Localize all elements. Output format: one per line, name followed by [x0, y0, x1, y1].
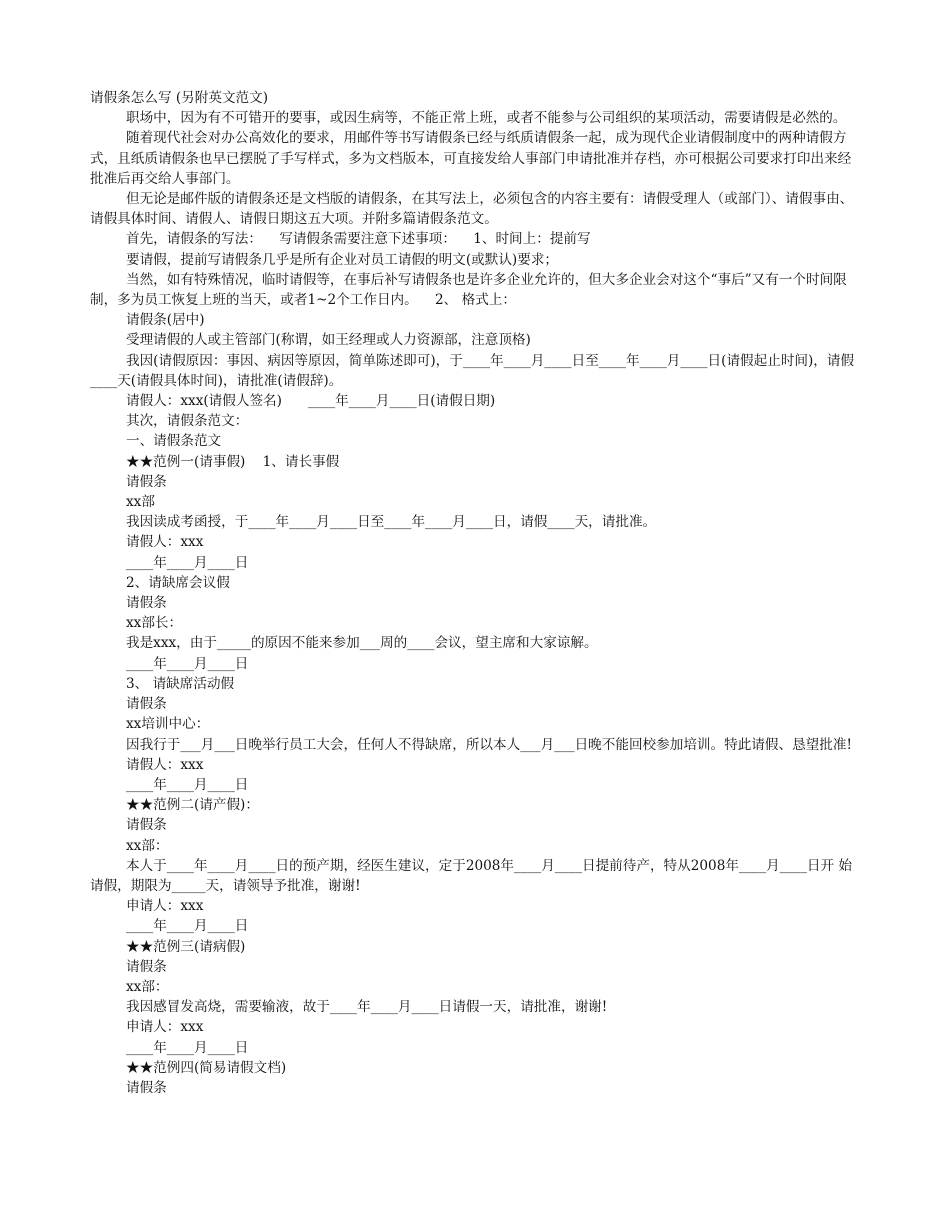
- note-date: ____年____月____日: [126, 1039, 249, 1056]
- note-title: 请假条: [126, 817, 167, 834]
- note-recipient: xx部：: [126, 978, 169, 995]
- note-body: 我是xxx，由于_____的原因不能来参加___周的____会议，望主席和大家谅解。: [126, 635, 598, 652]
- format-heading: 请假条(居中): [126, 312, 205, 329]
- section-heading: 其次，请假条范文：: [126, 413, 249, 430]
- paragraph: 当然，如有特殊情况，临时请假等，在事后补写请假条也是许多企业允许的，但大多企业会对这个“事后”又有一个时间限制，多为员工恢复上班的当天，或者1~2个工作日内。 2、 格式上：: [90, 271, 847, 309]
- note-body: 我因读成考函授，于____年____月____日至____年____月____日，请假____天，请批准。: [126, 514, 657, 531]
- note-title: 请假条: [126, 958, 167, 975]
- note-recipient: xx部: [126, 494, 155, 511]
- note-recipient: xx部：: [126, 837, 169, 854]
- note-title: 请假条: [126, 473, 167, 490]
- paragraph: 受理请假的人或主管部门(称谓，如王经理或人力资源部，注意顶格): [126, 332, 531, 349]
- note-title: 请假条: [126, 1079, 167, 1096]
- note-date: ____年____月____日: [126, 918, 249, 935]
- paragraph: 要请假，提前写请假条几乎是所有企业对员工请假的明文(或默认)要求；: [126, 251, 559, 268]
- example-heading: ★★范例三(请病假): [126, 938, 246, 955]
- example-heading: ★★范例四(简易请假文档): [126, 1059, 287, 1076]
- note-signature: 申请人：xxx: [126, 898, 204, 915]
- note-title: 请假条: [126, 595, 167, 612]
- document-title: 请假条怎么写 (另附英文范文): [90, 90, 269, 106]
- note-signature: 申请人：xxx: [126, 1019, 204, 1036]
- note-date: ____年____月____日: [126, 554, 249, 571]
- note-recipient: xx部长：: [126, 615, 183, 632]
- example-heading: ★★范例二(请产假)：: [126, 797, 259, 814]
- note-title: 请假条: [126, 696, 167, 713]
- note-body: 我因感冒发高烧，需要输液，故于____年____月____日请假一天，请批准，谢谢!: [126, 999, 608, 1016]
- paragraph: 我因(请假原因：事因、病因等原因，简单陈述即可)，于____年____月____日至____年____月____日(请假起止时间)，请假____天(请假具体时间)，请批准(请假辞)。: [90, 352, 855, 389]
- signature-line: 请假人：xxx(请假人签名) ____年____月____日(请假日期): [126, 393, 496, 410]
- example-heading: 3、 请缺席活动假: [126, 675, 235, 692]
- example-heading: ★★范例一(请事假) 1、请长事假: [126, 453, 340, 470]
- note-date: ____年____月____日: [126, 776, 249, 793]
- note-body: 因我行于___月___日晚举行员工大会，任何人不得缺席，所以本人___月___日晚不能回校参加培训。特此请假、恳望批准!: [126, 736, 852, 753]
- paragraph: 首先，请假条的写法： 写请假条需要注意下述事项： 1、时间上：提前写: [126, 231, 591, 248]
- note-recipient: xx培训中心：: [126, 716, 210, 733]
- section-heading: 一、请假条范文: [126, 433, 222, 450]
- document-body: [90, 88, 860, 1098]
- paragraph: 随着现代社会对办公高效化的要求，用邮件等书写请假条已经与纸质请假条一起，成为现代企业请假制度中的两种请假方式，且纸质请假条也早已摆脱了手写样式，多为文档版本，可直接发给人事部门申请批准并存档，亦可根据公司要求打印出来经批准后再交给人事部门。: [90, 130, 852, 187]
- paragraph: 但无论是邮件版的请假条还是文档版的请假条，在其写法上，必须包含的内容主要有：请假受理人（或部门）、请假事由、请假具体时间、请假人、请假日期这五大项。并附多篇请假条范文。: [90, 191, 854, 228]
- paragraph: 职场中，因为有不可错开的要事，或因生病等，不能正常上班，或者不能参与公司组织的某项活动，需要请假是必然的。: [126, 110, 847, 127]
- example-heading: 2、请缺席会议假: [126, 574, 230, 591]
- note-signature: 请假人：xxx: [126, 756, 204, 773]
- note-date: ____年____月____日: [126, 655, 249, 672]
- note-body: 本人于____年____月____日的预产期，经医生建议，定于2008年____月____日提前待产，特从2008年____月____日开 始请假，期限为_____天，请领导予批准，谢谢!: [90, 857, 853, 894]
- note-signature: 请假人：xxx: [126, 534, 204, 551]
